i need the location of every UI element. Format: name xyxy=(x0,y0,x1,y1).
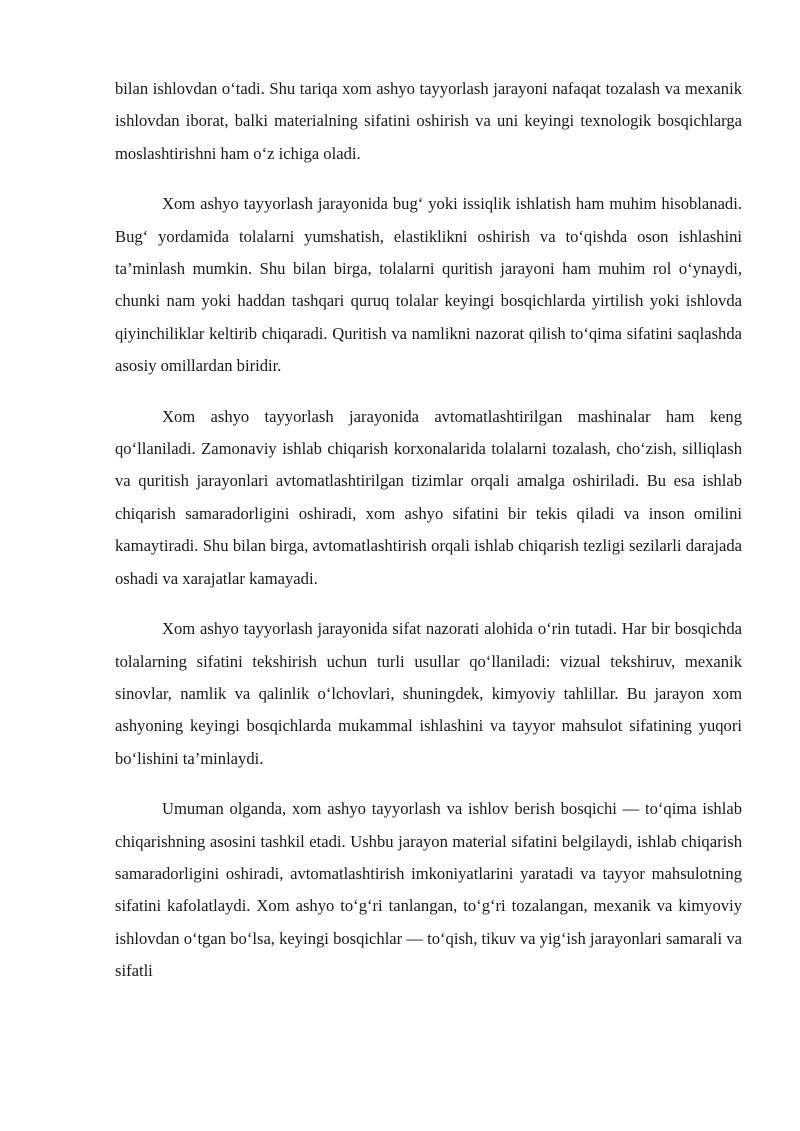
document-body xyxy=(115,73,742,988)
paragraph-automation: Xom ashyo tayyorlash jarayonida avtomatlashtirilgan mashinalar ham keng qo‘llaniladi. Zamonaviy ishlab chiqarish korxonalarida tolalarni tozalash, cho‘zish, silliqlash va quritish jarayonlari avtomatlashtirilgan tizimlar orqali amalga oshiriladi. Bu esa ishlab chiqarish samaradorligini oshiradi, xom ashyo sifatini bir tekis qiladi va inson omilini kamaytiradi. Shu bilan birga, avtomatlashtirish orqali ishlab chiqarish tezligi sezilarli darajada oshadi va xarajatlar kamayadi. xyxy=(115,406,742,588)
paragraph-continuation: bilan ishlovdan o‘tadi. Shu tariqa xom ashyo tayyorlash jarayoni nafaqat tozalash va mexanik ishlovdan iborat, balki materialning sifatini oshirish va uni keyingi texnologik bosqichlarga moslashtirishni ham o‘z ichiga oladi. xyxy=(115,79,742,163)
paragraph-steam-heat: Xom ashyo tayyorlash jarayonida bug‘ yoki issiqlik ishlatish ham muhim hisoblanadi. Bug‘ yordamida tolalarni yumshatish, elastiklikni oshirish va to‘qishda oson ishlashini ta’minlash mumkin. Shu bilan birga, tolalarni quritish jarayoni ham muhim rol o‘ynaydi, chunki nam yoki haddan tashqari quruq tolalar keyingi bosqichlarda yirtilish yoki ishlovda qiyinchiliklar keltirib chiqaradi. Quritish va namlikni nazorat qilish to‘qima sifatini saqlashda asosiy omillardan biridir. xyxy=(115,194,742,376)
paragraph-quality-control: Xom ashyo tayyorlash jarayonida sifat nazorati alohida o‘rin tutadi. Har bir bosqichda tolalarning sifatini tekshirish uchun turli usullar qo‘llaniladi: vizual tekshiruv, mexanik sinovlar, namlik va qalinlik o‘lchovlari, shuningdek, kimyoviy tahlillar. Bu jarayon xom ashyoning keyingi bosqichlarda mukammal ishlashini va tayyor mahsulot sifatining yuqori bo‘lishini ta’minlaydi. xyxy=(115,619,742,768)
paragraph-conclusion: Umuman olganda, xom ashyo tayyorlash va ishlov berish bosqichi — to‘qima ishlab chiqarishning asosini tashkil etadi. Ushbu jarayon material sifatini belgilaydi, ishlab chiqarish samaradorligini oshiradi, avtomatlashtirish imkoniyatlarini yaratadi va tayyor mahsulotning sifatini kafolatlaydi. Xom ashyo to‘g‘ri tanlangan, to‘g‘ri tozalangan, mexanik va kimyoviy ishlovdan o‘tgan bo‘lsa, keyingi bosqichlar — to‘qish, tikuv va yig‘ish jarayonlari samarali va sifatli xyxy=(115,799,742,981)
